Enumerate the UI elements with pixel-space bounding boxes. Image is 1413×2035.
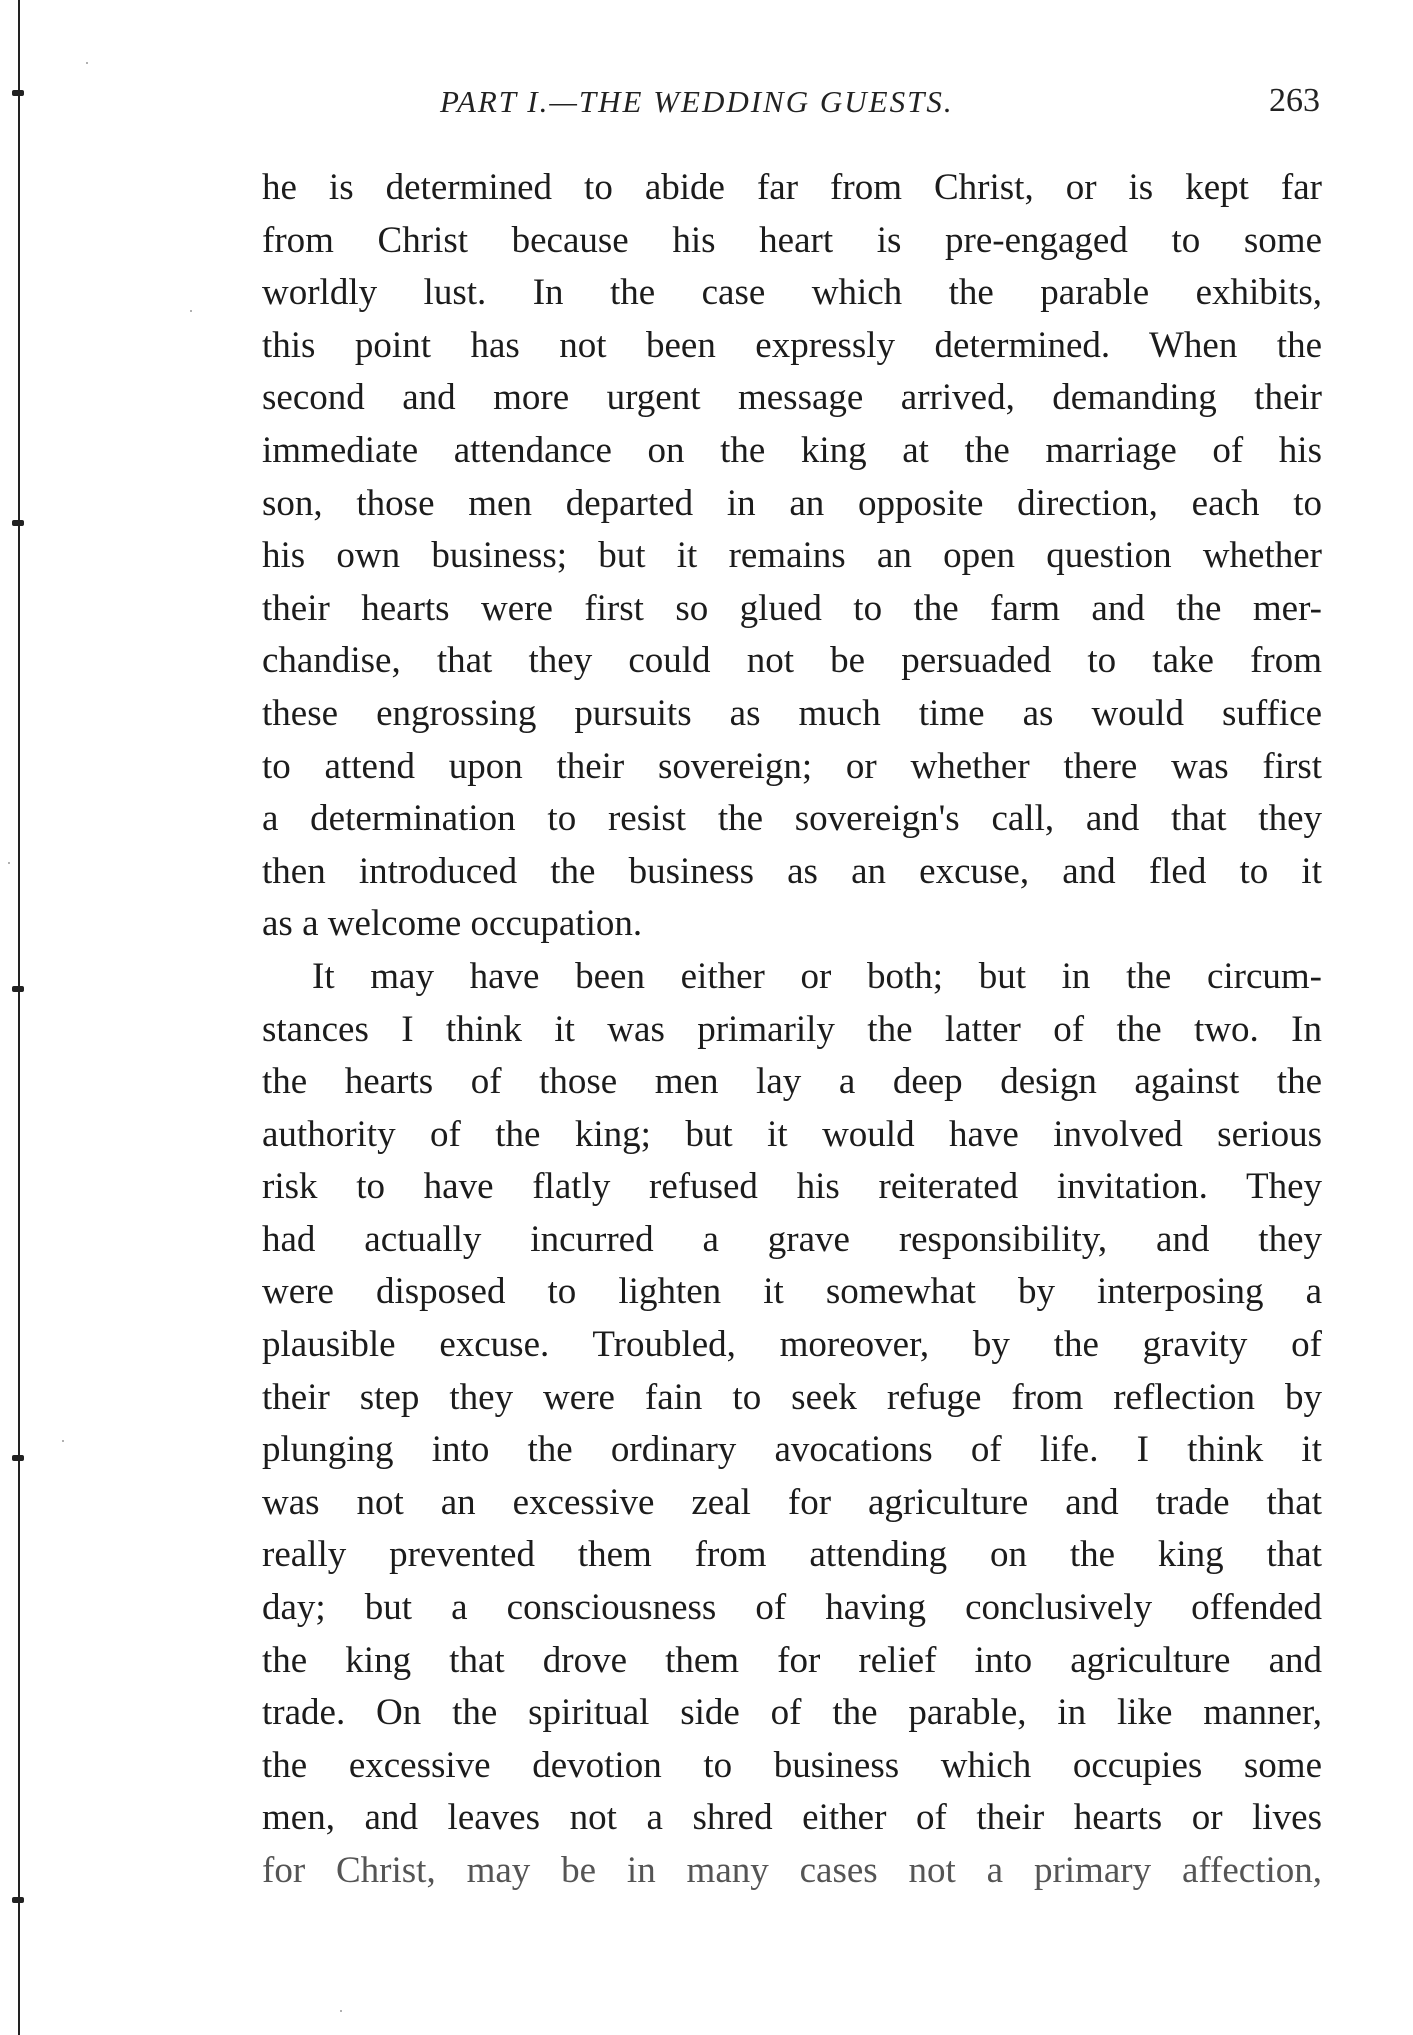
text-line: their step they were fain to seek refuge from reflection by	[262, 1376, 1322, 1418]
text-line: son, those men departed in an opposite direction, each to	[262, 482, 1322, 524]
text-line: this point has not been expressly determined. When the	[262, 324, 1322, 366]
text-line: from Christ because his heart is pre-engaged to some	[262, 219, 1322, 261]
text-line: the hearts of those men lay a deep design against the	[262, 1061, 1322, 1103]
page-binding-edge	[18, 0, 20, 2035]
text-line: authority of the king; but it would have involved serious	[262, 1113, 1322, 1155]
scan-speck	[340, 2010, 342, 2012]
text-line: as a welcome occupation.	[262, 903, 643, 945]
binding-mark	[12, 520, 24, 526]
text-line: for Christ, may be in many cases not a primary affection,	[262, 1850, 1322, 1891]
text-line: was not an excessive zeal for agriculture and trade that	[262, 1481, 1322, 1523]
text-line: a determination to resist the sovereign's call, and that they	[262, 798, 1322, 840]
body-text	[262, 162, 1322, 1898]
text-line: worldly lust. In the case which the parable exhibits,	[262, 272, 1322, 314]
text-line: risk to have flatly refused his reiterated invitation. They	[262, 1166, 1322, 1208]
text-line: chandise, that they could not be persuaded to take from	[262, 640, 1322, 682]
text-line: second and more urgent message arrived, demanding their	[262, 377, 1322, 419]
scan-speck	[62, 1440, 64, 1442]
text-line: were disposed to lighten it somewhat by interposing a	[262, 1271, 1322, 1313]
text-line: their hearts were first so glued to the farm and the mer-	[262, 587, 1322, 629]
text-line: day; but a consciousness of having conclusively offended	[262, 1587, 1322, 1629]
paragraph	[262, 162, 1322, 951]
text-line: stances I think it was primarily the latter of the two. In	[262, 1008, 1322, 1050]
text-line: then introduced the business as an excuse, and fled to it	[262, 850, 1322, 892]
binding-mark	[12, 1897, 24, 1903]
text-line: had actually incurred a grave responsibility, and they	[262, 1218, 1322, 1260]
text-line: men, and leaves not a shred either of their hearts or lives	[262, 1797, 1322, 1839]
page-header	[440, 84, 1320, 134]
text-line: the king that drove them for relief into agriculture and	[262, 1639, 1322, 1681]
text-line: really prevented them from attending on the king that	[262, 1534, 1322, 1576]
scan-speck	[8, 862, 10, 864]
text-line: trade. On the spiritual side of the parable, in like manner,	[262, 1692, 1322, 1734]
text-line: plausible excuse. Troubled, moreover, by the gravity of	[262, 1324, 1322, 1366]
text-line: immediate attendance on the king at the marriage of his	[262, 429, 1322, 471]
scan-speck	[86, 62, 88, 64]
paragraph	[262, 951, 1322, 1898]
text-line: these engrossing pursuits as much time as would suffice	[262, 692, 1322, 734]
text-line: It may have been either or both; but in the circum-	[312, 955, 1322, 997]
page-number: 263	[1269, 82, 1320, 119]
text-line: his own business; but it remains an open question whether	[262, 535, 1322, 577]
text-line: the excessive devotion to business which occupies some	[262, 1744, 1322, 1786]
binding-mark	[12, 90, 24, 96]
text-line: he is determined to abide far from Christ, or is kept far	[262, 167, 1322, 208]
binding-mark	[12, 986, 24, 992]
binding-mark	[12, 1455, 24, 1461]
text-line: plunging into the ordinary avocations of life. I think it	[262, 1429, 1322, 1471]
running-head: PART I.—THE WEDDING GUESTS.	[440, 84, 954, 119]
scan-speck	[190, 310, 192, 312]
text-line: to attend upon their sovereign; or whether there was first	[262, 745, 1322, 787]
